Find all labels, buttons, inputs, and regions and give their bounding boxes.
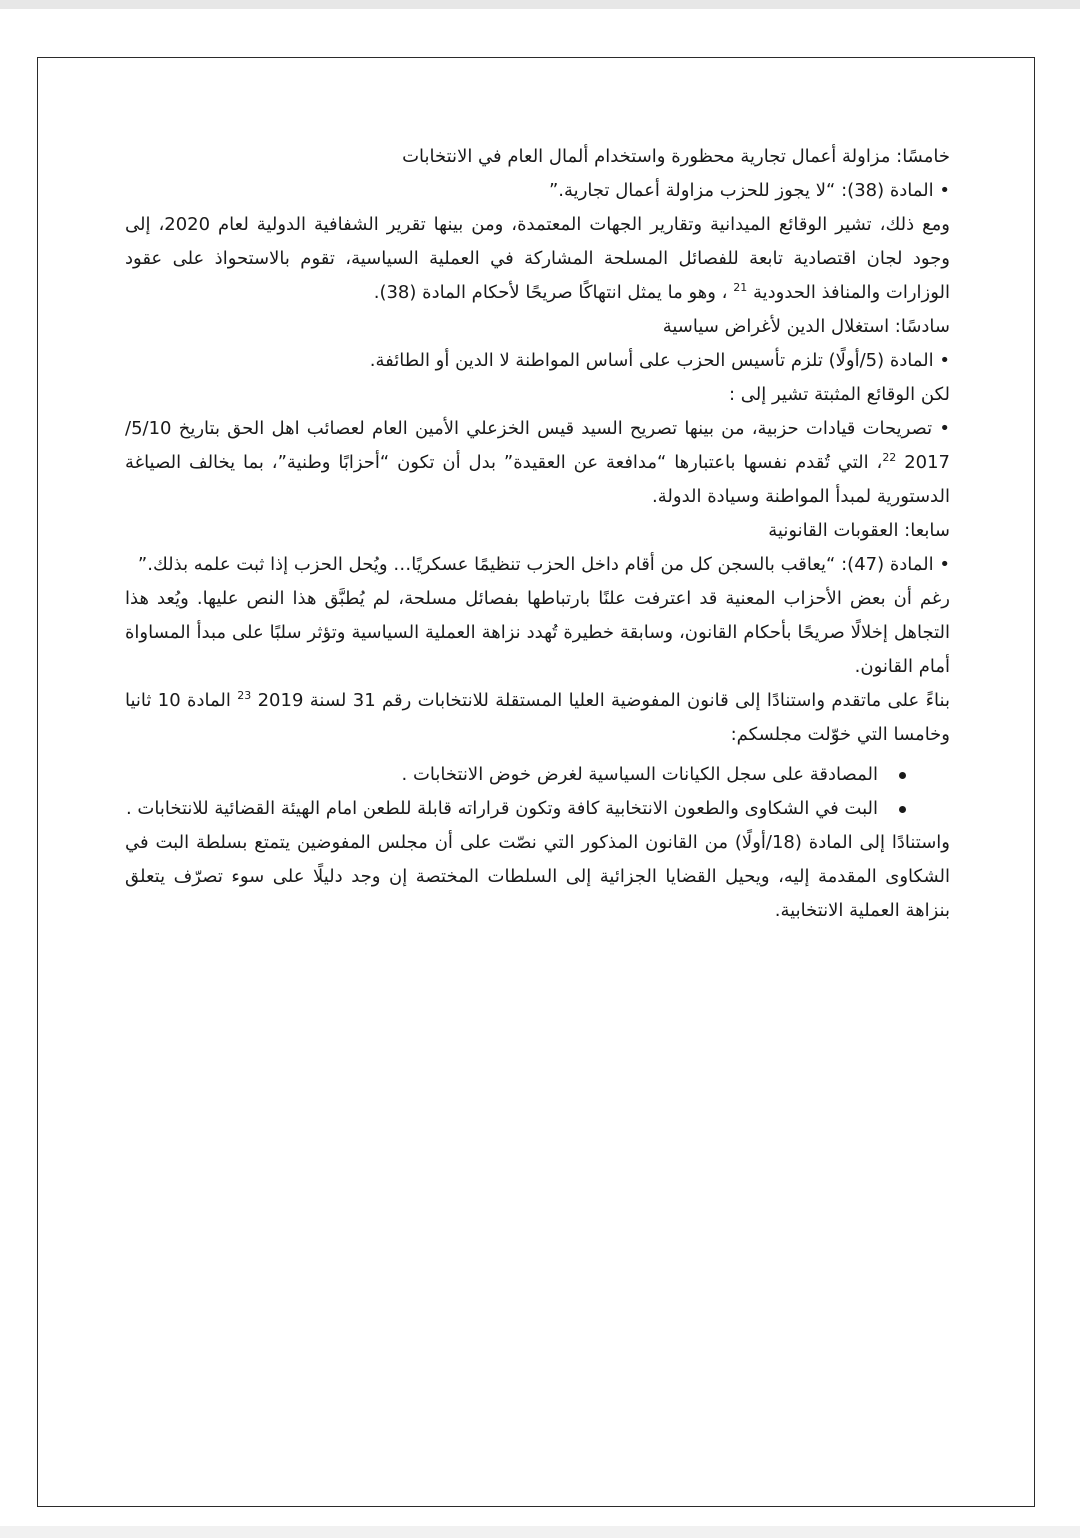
conclusion-closing: واستنادًا إلى المادة (18/أولًا) من القانون المذكور التي نصّت على أن مجلس المفوضين يتمتع بسلطة البت في الشكاوى المقدمة إليه، ويحيل القضايا الجزائية إلى السلطات المختصة إن وجد دليلًا على سوء تصرّف يتعلق بنزاهة العملية الانتخابية. — [125, 832, 950, 921]
bottom-margin-strip — [0, 1526, 1080, 1538]
section-7-heading: سابعا: العقوبات القانونية — [768, 520, 950, 541]
conclusion-intro-text-end: المادة 10 ثانيا وخامسا التي خوّلت مجلسكم: — [125, 690, 950, 745]
section-5-body-text: ومع ذلك، تشير الوقائع الميدانية وتقارير الجهات المعتمدة، ومن بينها تقرير الشفافية الدولية لعام 2020، إلى وجود لجان اقتصادية تابعة للفصائل المسلحة المشاركة في العملية السياسية، تقوم بالاستحواذ على عقود الوزارات والمنافذ الحدودية — [125, 214, 950, 303]
section-5-body-text-end: ، وهو ما يمثل انتهاكًا صريحًا لأحكام المادة (38). — [373, 282, 728, 303]
section-5-heading: خامسًا: مزاولة أعمال تجارية محظورة واستخدام ألمال العام في الانتخابات — [402, 146, 950, 167]
footnote-ref-22: 22 — [882, 451, 897, 464]
conclusion-intro-text: بناءً على ماتقدم واستنادًا إلى قانون المفوضية العليا المستقلة للانتخابات رقم 31 لسنة 2019 — [257, 690, 950, 711]
conclusion-intro — [125, 684, 950, 752]
list-item-text: المصادقة على سجل الكيانات السياسية لغرض خوض الانتخابات . — [401, 764, 878, 785]
section-6-facts-intro: لكن الوقائع المثبتة تشير إلى : — [728, 384, 950, 405]
powers-list — [125, 758, 950, 826]
list-item — [125, 758, 950, 792]
top-margin-strip — [0, 0, 1080, 9]
document-body — [125, 140, 950, 928]
section-5-body — [125, 208, 950, 310]
section-6-statement — [125, 412, 950, 514]
footnote-ref-23: 23 — [237, 689, 252, 702]
section-6-statement-text-end: ، التي تُقدم نفسها باعتبارها “مدافعة عن العقيدة” بدل أن تكون “أحزابًا وطنية”، بما يخالف الصياغة الدستورية لمبدأ المواطنة وسيادة الدولة. — [125, 452, 950, 507]
list-item — [125, 792, 950, 826]
section-6-heading: سادسًا: استغلال الدين لأغراض سياسية — [662, 316, 950, 337]
section-7-body: رغم أن بعض الأحزاب المعنية قد اعترفت علنًا بارتباطها بفصائل مسلحة، لم يُطبَّق هذا النص عليها. ويُعد هذا التجاهل إخلالًا صريحًا بأحكام القانون، وسابقة خطيرة تُهدد نزاهة العملية السياسية وتؤثر سلبًا على مبدأ المساواة أمام القانون. — [125, 588, 950, 677]
section-7-article: • المادة (47): “يعاقب بالسجن كل من أقام داخل الحزب تنظيمًا عسكريًا… ويُحل الحزب إذا ثبت علمه بذلك.” — [137, 554, 950, 575]
section-6-article: • المادة (5/أولًا) تلزم تأسيس الحزب على أساس المواطنة لا الدين أو الطائفة. — [369, 350, 950, 371]
list-item-text: البت في الشكاوى والطعون الانتخابية كافة وتكون قراراته قابلة للطعن امام الهيئة القضائية للانتخابات . — [125, 798, 878, 819]
footnote-ref-21: 21 — [733, 281, 748, 294]
section-5-article: • المادة (38): “لا يجوز للحزب مزاولة أعمال تجارية.” — [548, 180, 950, 201]
section-6-statement-text: • تصريحات قيادات حزبية، من بينها تصريح السيد قيس الخزعلي الأمين العام لعصائب اهل الحق بتاريخ 5/10/ 2017 — [125, 418, 950, 473]
bullet-icon — [899, 806, 906, 813]
bullet-icon — [899, 772, 906, 779]
